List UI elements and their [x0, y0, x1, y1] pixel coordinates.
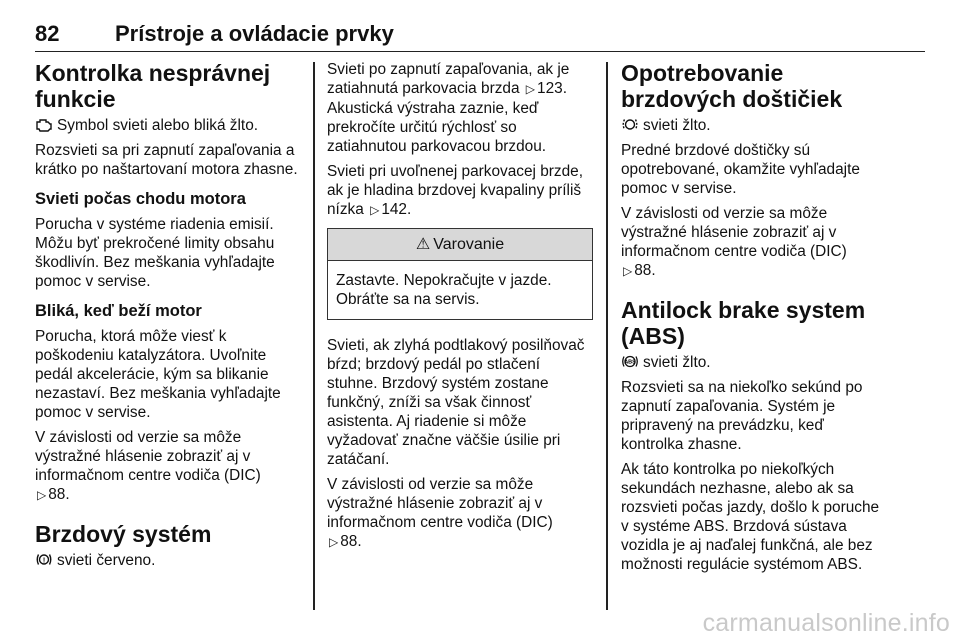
watermark: carmanualsonline.info — [702, 609, 950, 637]
paragraph — [35, 551, 303, 570]
paragraph — [35, 116, 303, 135]
text: Akustická výstraha zaznie, keď prekročíte určitú rýchlosť so zatiahnutou parkovacou brzdou. — [327, 100, 547, 155]
paragraph: Predné brzdové doštičky sú opotrebované, okamžite vyhľadajte pomoc v servise. — [621, 142, 860, 197]
paragraph — [327, 162, 593, 220]
text: V závislosti od verzie sa môže výstražné hlásenie zobraziť aj v informačnom centre vodiča (DIC) — [35, 429, 261, 484]
running-title: Prístroje a ovládacie prvky — [115, 21, 394, 46]
page-reference[interactable]: 142. — [381, 201, 412, 218]
column-divider-left — [313, 62, 315, 610]
text: svieti žlto. — [643, 117, 711, 134]
page-reference[interactable]: 88. — [48, 486, 70, 503]
heading-brake-pad-wear: Opotrebovanie brzdových doštičiek — [621, 60, 843, 112]
heading-engine-running: Svieti počas chodu motora — [35, 190, 246, 208]
column-3 — [621, 60, 889, 580]
warning-text: Zastavte. Nepokračujte v jazde. Obráťte sa na servis. — [336, 272, 552, 308]
page-reference-arrow-icon: ▷ — [623, 264, 633, 278]
page-reference[interactable]: 88. — [634, 262, 656, 279]
abs-icon — [621, 354, 639, 369]
paragraph: Rozsvieti sa pri zapnutí zapaľovania a krátko po naštartovaní motora zhasne. — [35, 142, 298, 178]
paragraph — [621, 116, 889, 135]
text: V závislosti od verzie sa môže výstražné hlásenie zobraziť aj v informačnom centre vodiča (DIC) — [327, 476, 553, 531]
paragraph — [621, 204, 889, 281]
text: Symbol svieti alebo bliká žlto. — [57, 117, 259, 134]
paragraph — [327, 60, 593, 156]
page-header — [35, 22, 925, 52]
page-reference-arrow-icon: ▷ — [329, 535, 339, 549]
text: Svieti pri uvoľnenej parkovacej brzde, ak je hladina brzdovej kvapaliny príliš nízka — [327, 163, 584, 218]
heading-brake-system: Brzdový systém — [35, 521, 212, 547]
column-2 — [327, 60, 593, 558]
page-reference-arrow-icon: ▷ — [525, 82, 536, 96]
heading-abs: Antilock brake system (ABS) — [621, 297, 866, 349]
column-divider-right — [606, 62, 608, 610]
page-reference-arrow-icon: ▷ — [37, 488, 47, 502]
paragraph: Porucha v systéme riadenia emisií. Môžu byť prekročené limity obsahu škodlivín. Bez meškania vyhľadajte pomoc v servise. — [35, 216, 275, 290]
brake-system-icon — [35, 552, 53, 567]
heading-malfunction-indicator: Kontrolka nesprávnej funkcie — [35, 60, 271, 112]
paragraph: Ak táto kontrolka po niekoľkých sekundách nezhasne, alebo ak sa rozsvieti počas jazdy, došlo k poruche v systéme ABS. Brzdová sústava vozidla je aj naďalej funkčná, ale bez možnosti regulácie systémom ABS. — [621, 461, 880, 573]
paragraph: Porucha, ktorá môže viesť k poškodeniu katalyzátora. Uvoľnite pedál akcelerácie, kým sa blikanie nezastaví. Bez meškania vyhľadajte pomoc v servise. — [35, 328, 281, 421]
page-number: 82 — [35, 21, 60, 46]
page-reference[interactable]: 123. — [537, 80, 567, 97]
text: svieti červeno. — [57, 552, 156, 569]
svg-text:!: ! — [42, 557, 46, 565]
paragraph — [327, 475, 593, 552]
svg-text:ABS: ABS — [624, 359, 636, 366]
text: V závislosti od verzie sa môže výstražné hlásenie zobraziť aj v informačnom centre vodiča (DIC) — [621, 205, 847, 260]
engine-icon — [35, 117, 53, 132]
text: Svieti po zapnutí zapaľovania, ak je zatiahnutá parkovacia brzda — [327, 61, 570, 97]
paragraph: Rozsvieti sa na niekoľko sekúnd po zapnutí zapaľovania. Systém je pripravený na prevádzku, keď kontrolka zhasne. — [621, 379, 863, 453]
brake-pad-wear-icon — [621, 117, 639, 132]
warning-title: Varovanie — [433, 236, 505, 253]
page-reference-arrow-icon: ▷ — [370, 203, 380, 217]
warning-triangle-icon: ⚠ — [415, 236, 431, 253]
paragraph — [35, 428, 303, 505]
text: svieti žlto. — [643, 354, 711, 371]
paragraph: Svieti, ak zlyhá podtlakový posilňovač bŕzd; brzdový pedál po stlačení stuhne. Brzdový systém zostane funkčný, zníži sa však činnosť asistenta. Aj riadenie si môže vyžadovať značne väčšie úsilie pri zatáčaní. — [327, 337, 585, 468]
warning-header — [328, 229, 592, 261]
page-reference[interactable]: 88. — [340, 533, 362, 550]
paragraph — [621, 353, 889, 372]
heading-flashing: Bliká, keď beží motor — [35, 302, 202, 320]
warning-box — [327, 228, 593, 320]
column-1 — [35, 60, 303, 576]
